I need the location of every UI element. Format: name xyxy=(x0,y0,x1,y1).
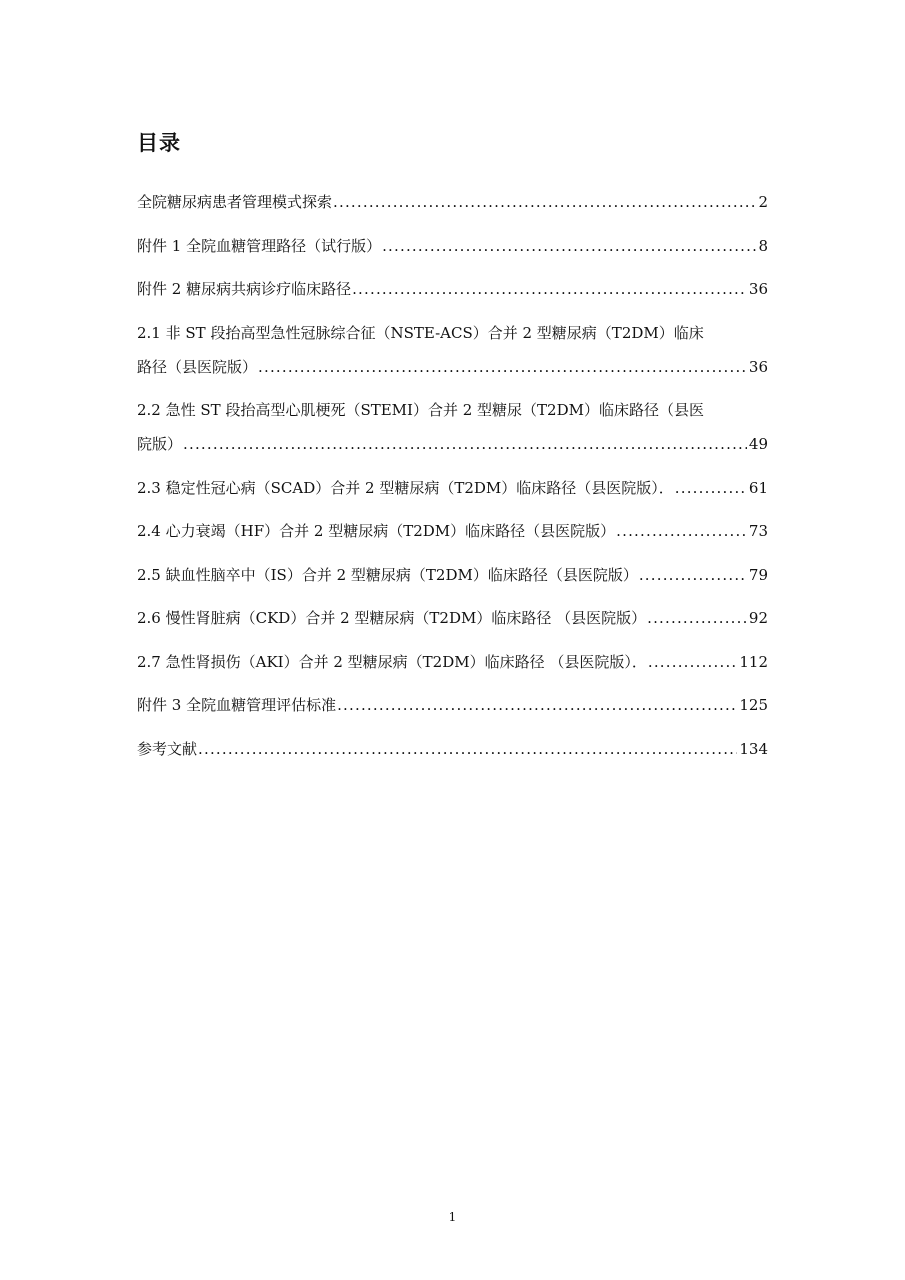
toc-page-number: 8 xyxy=(758,236,768,255)
toc-dot-leader xyxy=(198,732,737,766)
toc-entry-title: 2.2 急性 ST 段抬高型心肌梗死（STEMI）合并 2 型糖尿（T2DM）临床路径（县医 xyxy=(137,401,704,419)
toc-page-number: 73 xyxy=(748,522,768,540)
toc-dot-leader xyxy=(183,427,747,461)
toc-dot-leader xyxy=(648,645,737,679)
toc-entry[interactable] xyxy=(137,688,768,722)
toc-entry[interactable] xyxy=(137,393,768,461)
toc-dot-leader xyxy=(352,272,747,306)
toc-entry-title: 2.1 非 ST 段抬高型急性冠脉综合征（NSTE-ACS）合并 2 型糖尿病（T2DM）临床 xyxy=(137,323,704,342)
toc-entry-title: 2.7 急性肾损伤（AKI）合并 2 型糖尿病（T2DM）临床路径 （县医院版）． xyxy=(137,652,647,671)
toc-entry[interactable] xyxy=(137,471,768,505)
toc-entry-title: 附件 3 全院血糖管理评估标准 xyxy=(137,696,337,714)
toc-page-number: 2 xyxy=(758,193,768,211)
toc-entry-title: 2.6 慢性肾脏病（CKD）合并 2 型糖尿病（T2DM）临床路径 （县医院版） xyxy=(137,609,647,627)
toc-page-number: 92 xyxy=(748,609,768,627)
toc-page-number: 125 xyxy=(739,696,768,714)
toc-page-number: 36 xyxy=(748,280,768,298)
toc-page-number: 79 xyxy=(748,565,768,584)
toc-entry[interactable] xyxy=(137,732,768,766)
toc-title: 目录 xyxy=(137,131,181,155)
toc-dot-leader xyxy=(639,558,747,592)
toc-entry-title: 院版） xyxy=(137,435,183,453)
toc-dot-leader xyxy=(616,514,747,548)
toc-entry-title: 2.5 缺血性脑卒中（IS）合并 2 型糖尿病（T2DM）临床路径（县医院版） xyxy=(137,565,638,584)
toc-entry[interactable] xyxy=(137,229,768,263)
toc-page-number: 134 xyxy=(739,739,768,758)
page-number: 1 xyxy=(448,1210,457,1224)
toc-page-number: 49 xyxy=(748,435,768,453)
toc-entry[interactable] xyxy=(137,316,768,384)
toc-entry-title: 2.4 心力衰竭（HF）合并 2 型糖尿病（T2DM）临床路径（县医院版） xyxy=(137,522,616,540)
toc-dot-leader xyxy=(647,601,747,635)
toc-entry[interactable] xyxy=(137,558,768,592)
toc-entry-title: 附件 2 糖尿病共病诊疗临床路径 xyxy=(137,280,352,298)
toc-page-number: 61 xyxy=(748,478,768,497)
toc-entry[interactable] xyxy=(137,645,768,679)
toc-entry-title: 路径（县医院版） xyxy=(137,357,258,376)
toc-page-number: 112 xyxy=(739,652,768,671)
toc-dot-leader xyxy=(675,471,747,505)
toc-dot-leader xyxy=(382,229,756,263)
toc-entry-title: 附件 1 全院血糖管理路径（试行版） xyxy=(137,236,382,255)
toc-entry[interactable] xyxy=(137,185,768,219)
toc-dot-leader xyxy=(258,350,747,384)
toc-entry-title: 2.3 稳定性冠心病（SCAD）合并 2 型糖尿病（T2DM）临床路径（县医院版）． xyxy=(137,478,674,497)
toc-dot-leader xyxy=(337,688,737,722)
toc-entry-title: 参考文献 xyxy=(137,739,198,758)
toc-entry[interactable] xyxy=(137,272,768,306)
toc-entry[interactable] xyxy=(137,601,768,635)
table-of-contents xyxy=(137,185,768,775)
toc-entry-title: 全院糖尿病患者管理模式探索 xyxy=(137,193,333,211)
toc-dot-leader xyxy=(333,185,756,219)
toc-entry[interactable] xyxy=(137,514,768,548)
toc-page-number: 36 xyxy=(748,357,768,376)
